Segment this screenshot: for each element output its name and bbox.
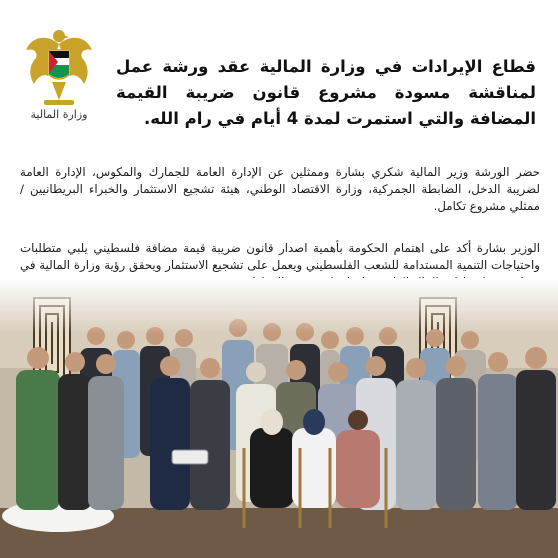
paragraph-attendees: حضر الورشة وزير المالية شكري بشارة وممثلين عن الإدارة العامة للجمارك والمكوس، الإدارة العامة لضريبة الدخل، الضابطة الجمركية، وزارة الاقتصاد الوطني، هيئة تشجيع الاستثمار والخبراء البريطانيين / ممثلي مشروع تكامل.: [20, 165, 540, 213]
seated-guests: [250, 409, 380, 508]
paragraph-minister-statement: الوزير بشارة أكد على اهتمام الحكومة بأهمية اصدار قانون ضريبة قيمة مضافة فلسطيني يلبي متطلبات واحتياجات التنمية المستدامة للشعب الفلسطيني ويعمل على تشجيع الاستثمار ويحقق رؤية وزارة المالية في: [20, 241, 540, 272]
headline: قطاع الإيرادات في وزارة المالية عقد ورشة عمل لمناقشة مسودة مشروع قانون ضريبة القيمة المضافة والتي استمرت لمدة 4 أيام في رام الله.: [116, 57, 536, 128]
header: [0, 0, 558, 150]
photo-top-fade: [0, 278, 558, 334]
ministry-name: وزارة المالية: [30, 108, 88, 121]
